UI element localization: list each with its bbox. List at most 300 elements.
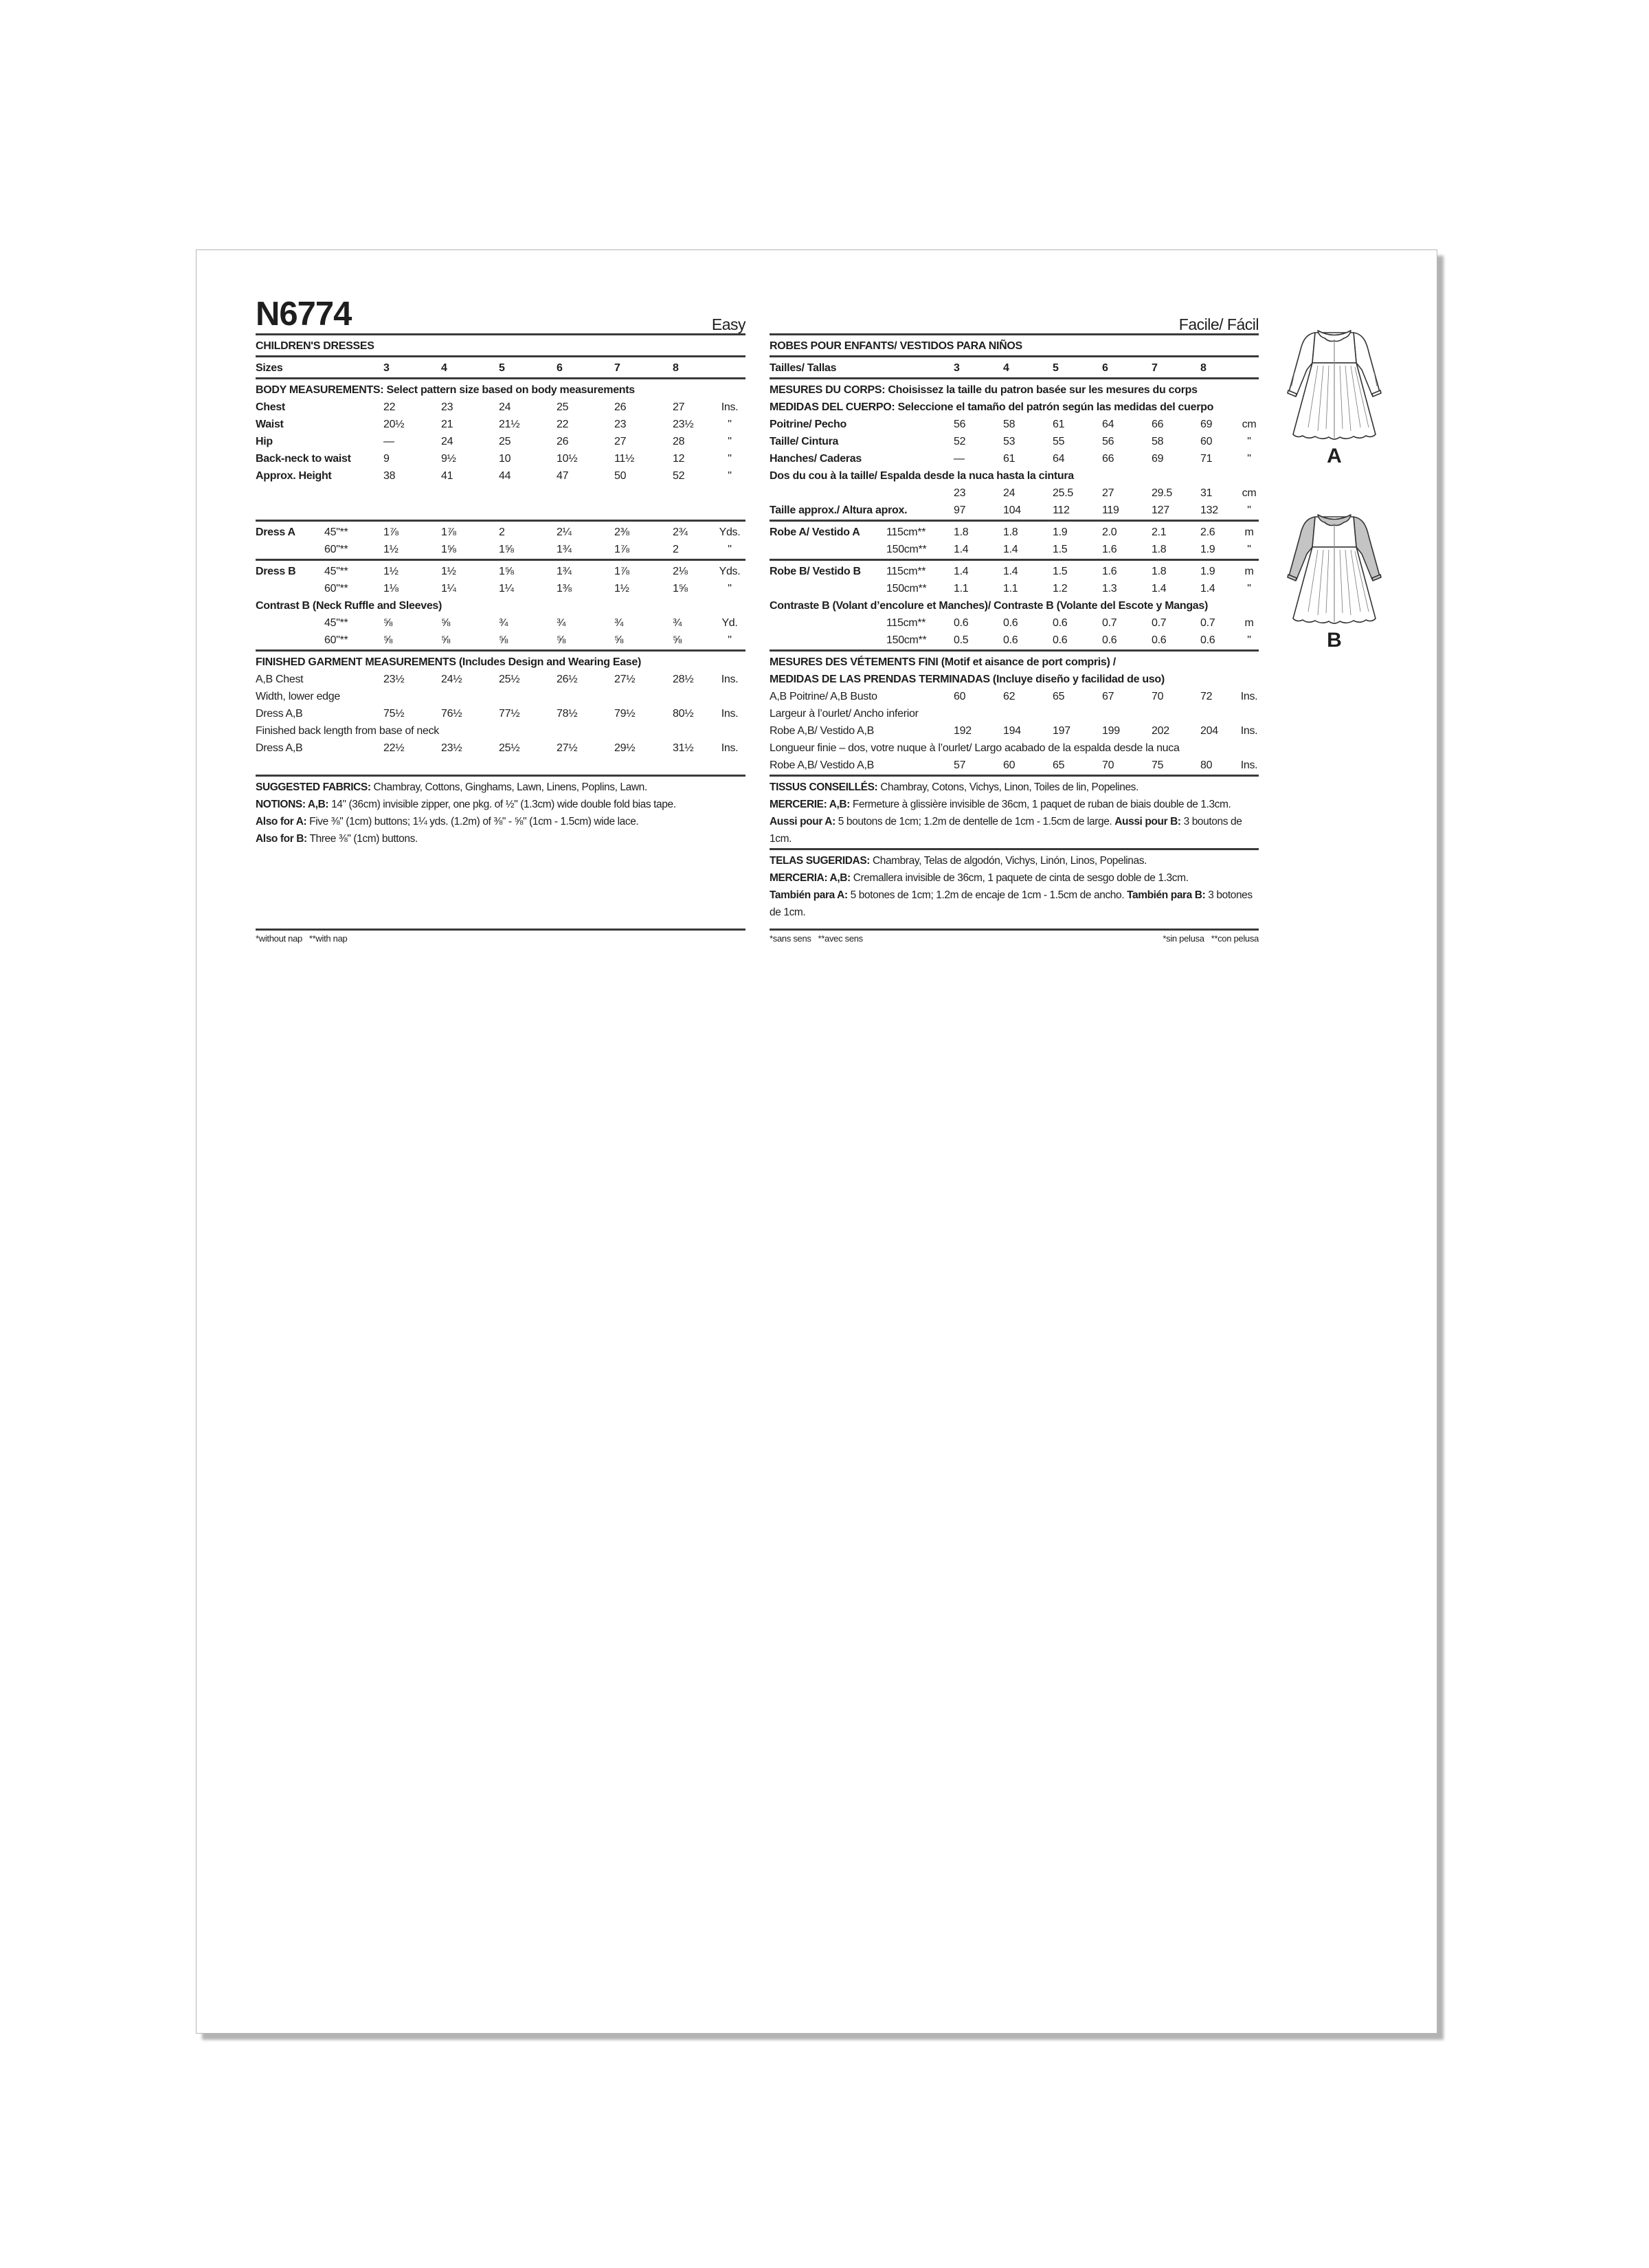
size-value: 72 — [1200, 691, 1213, 702]
fabric-width: 60"** — [324, 544, 348, 555]
measurement-row — [256, 705, 745, 722]
size-value: 2⅛ — [673, 566, 688, 577]
row-label: Dress A,B — [256, 708, 303, 720]
size-value: 1⅞ — [614, 544, 629, 555]
size-value: 1¾ — [557, 566, 572, 577]
unit: " — [728, 470, 732, 482]
size-value: ⅝ — [383, 634, 393, 646]
unit: " — [728, 436, 732, 447]
pattern-number: N6774 — [256, 296, 352, 333]
sizes-header-row — [770, 359, 1259, 377]
sizes-header-row — [256, 359, 745, 377]
size-value: 0.6 — [1003, 617, 1018, 629]
size-value: 0.6 — [1102, 634, 1117, 646]
size-value: 1½ — [383, 544, 399, 555]
size-value: 9 — [383, 453, 390, 465]
size-value: 23½ — [383, 674, 405, 685]
size-value: 23 — [614, 419, 627, 430]
size-value: 1⅜ — [557, 583, 572, 594]
size-value: 1⅞ — [441, 526, 456, 538]
measurement-row — [770, 450, 1259, 467]
divider — [770, 649, 1259, 652]
size-value: 67 — [1102, 691, 1114, 702]
row-label: A,B Chest — [256, 674, 304, 685]
size-value: 69 — [1200, 419, 1213, 430]
note-text: 5 boutons de 1cm; 1.2m de dentelle de 1cm - 1.5cm de large. — [835, 816, 1115, 827]
size-value: 29½ — [614, 742, 636, 754]
yardage-row — [770, 614, 1259, 632]
unit: cm — [1242, 419, 1257, 430]
divider — [256, 333, 745, 335]
size-value: 2.6 — [1200, 526, 1215, 538]
section-heading: MESURES DU CORPS: Choisissez la taille du patron basée sur les mesures du corps — [770, 384, 1198, 396]
size-value: 52 — [954, 436, 966, 447]
size-number: 3 — [954, 362, 960, 374]
yardage-row — [256, 541, 745, 558]
size-value: 2¾ — [673, 526, 688, 538]
row-label: Taille approx./ Altura aprox. — [770, 504, 908, 516]
pattern-title: CHILDREN'S DRESSES — [256, 340, 374, 352]
size-value: 112 — [1053, 504, 1070, 516]
unit: " — [1247, 544, 1251, 555]
size-value: 78½ — [557, 708, 578, 720]
size-value: 75 — [1152, 759, 1164, 771]
divider — [770, 929, 1259, 931]
unit: Ins. — [1240, 759, 1258, 771]
measurement-row — [770, 485, 1259, 502]
yardage-row — [256, 632, 745, 649]
size-value: ¾ — [499, 617, 508, 629]
note-text: Cremallera invisible de 36cm, 1 paquete de cinta de sesgo doble de 1.3cm. — [850, 872, 1189, 884]
measurement-row — [256, 467, 745, 485]
size-value: 24 — [1003, 487, 1016, 499]
section-heading: Dos du cou à la taille/ Espalda desde la nuca hasta la cintura — [770, 470, 1074, 482]
size-value: 1.4 — [1003, 544, 1018, 555]
fabric-width: 45"** — [324, 566, 348, 577]
divider — [256, 377, 745, 379]
size-value: 38 — [383, 470, 396, 482]
size-value: ¾ — [557, 617, 566, 629]
unit: " — [1247, 634, 1251, 646]
row-label: Robe A/ Vestido A — [770, 526, 860, 538]
dress-b-illustration — [1286, 509, 1382, 627]
spacer — [256, 757, 745, 774]
size-value: 202 — [1152, 725, 1169, 737]
size-value: 24 — [499, 401, 511, 413]
note-label: NOTIONS: A,B: — [256, 799, 329, 810]
row-label: Waist — [256, 419, 284, 430]
size-value: 58 — [1003, 419, 1016, 430]
measurement-row — [256, 740, 745, 757]
size-value: 10 — [499, 453, 511, 465]
size-value: 31½ — [673, 742, 694, 754]
fabric-width: 60"** — [324, 583, 348, 594]
size-value: 61 — [1053, 419, 1065, 430]
size-value: 65 — [1053, 759, 1065, 771]
sizes-label: Tailles/ Tallas — [770, 362, 837, 374]
yardage-row — [256, 580, 745, 597]
size-value: 53 — [1003, 436, 1016, 447]
sizes-label: Sizes — [256, 362, 283, 374]
size-value: 9½ — [441, 453, 456, 465]
note-label: TISSUS CONSEILLÉS: — [770, 781, 878, 793]
size-value: 1½ — [383, 566, 399, 577]
size-value: 0.6 — [1053, 617, 1068, 629]
note-text: Chambray, Telas de algodón, Vichys, Linón, Linos, Popelinas. — [870, 855, 1147, 867]
footnote-es: *sin pelusa **con pelusa — [1163, 933, 1259, 944]
size-value: ⅝ — [383, 617, 393, 629]
unit: " — [1247, 436, 1251, 447]
size-value: 29.5 — [1152, 487, 1172, 499]
size-number: 8 — [1200, 362, 1207, 374]
size-value: 70 — [1102, 759, 1114, 771]
size-value: 197 — [1053, 725, 1070, 737]
size-value: 80½ — [673, 708, 694, 720]
size-number: 7 — [1152, 362, 1158, 374]
measurement-row — [770, 433, 1259, 450]
size-value: 26 — [614, 401, 627, 413]
measurement-row — [770, 722, 1259, 740]
size-value: 25 — [499, 436, 511, 447]
unit: Yds. — [719, 566, 741, 577]
view-a-label: A — [1327, 445, 1342, 467]
size-value: 1.9 — [1200, 566, 1215, 577]
size-value: 1.1 — [1003, 583, 1018, 594]
fabric-width: 150cm** — [886, 583, 927, 594]
size-value: 23 — [954, 487, 966, 499]
fabric-width: 150cm** — [886, 544, 927, 555]
size-value: 70 — [1152, 691, 1164, 702]
note-paragraph — [256, 813, 745, 830]
size-value: 1.6 — [1102, 544, 1117, 555]
spacer — [256, 502, 745, 519]
unit: Ins. — [1240, 725, 1258, 737]
section-heading: MEDIDAS DEL CUERPO: Seleccione el tamaño del patrón según las medidas del cuerpo — [770, 401, 1214, 413]
size-value: 23½ — [441, 742, 462, 754]
view-b-label: B — [1327, 629, 1342, 652]
contrast-heading: Contrast B (Neck Ruffle and Sleeves) — [256, 600, 442, 612]
size-value: 27 — [673, 401, 685, 413]
row-label: A,B Poitrine/ A,B Busto — [770, 691, 877, 702]
size-value: 97 — [954, 504, 966, 516]
size-number: 5 — [1053, 362, 1059, 374]
yardage-row — [256, 614, 745, 632]
note-paragraph — [256, 830, 745, 847]
note-label: Aussi pour A: — [770, 816, 835, 827]
note-label: Also for A: — [256, 816, 307, 827]
english-footnote-area — [256, 928, 745, 944]
note-label: MERCERIA: A,B: — [770, 872, 851, 884]
size-value: ⅝ — [499, 634, 508, 646]
size-value: 66 — [1102, 453, 1114, 465]
footnote-nap: *without nap **with nap — [256, 933, 348, 944]
unit: m — [1244, 566, 1254, 577]
unit: " — [728, 419, 732, 430]
note-paragraph — [256, 779, 745, 796]
header — [770, 302, 1259, 333]
size-value: 1⅝ — [441, 544, 456, 555]
divider — [770, 377, 1259, 379]
unit: " — [1247, 504, 1251, 516]
size-value: 26½ — [557, 674, 578, 685]
size-value: 11½ — [614, 453, 635, 465]
measurement-row — [256, 450, 745, 467]
view-a — [1286, 324, 1389, 467]
size-value: 24 — [441, 436, 453, 447]
size-value: 25.5 — [1053, 487, 1073, 499]
dress-a-illustration — [1286, 324, 1382, 443]
row-label: Back-neck to waist — [256, 453, 351, 465]
size-value: 22 — [557, 419, 569, 430]
size-value: 24½ — [441, 674, 462, 685]
size-value: 58 — [1152, 436, 1164, 447]
size-value: 1.5 — [1053, 566, 1068, 577]
note-paragraph — [770, 887, 1259, 921]
size-value: 60 — [1003, 759, 1016, 771]
size-value: 0.7 — [1152, 617, 1167, 629]
size-value: 77½ — [499, 708, 520, 720]
unit: " — [728, 583, 732, 594]
size-value: 28½ — [673, 674, 694, 685]
size-value: ⅝ — [557, 634, 566, 646]
fabric-width: 45"** — [324, 526, 348, 538]
size-value: 71 — [1200, 453, 1213, 465]
section-heading: MEDIDAS DE LAS PRENDAS TERMINADAS (Incluye diseño y facilidad de uso) — [770, 674, 1165, 685]
size-value: 0.7 — [1200, 617, 1215, 629]
size-value: 50 — [614, 470, 627, 482]
yardage-row — [770, 563, 1259, 580]
yardage-row — [770, 524, 1259, 541]
measurement-row — [256, 433, 745, 450]
size-value: 27½ — [557, 742, 578, 754]
measurement-row — [770, 757, 1259, 774]
french-spanish-column — [770, 302, 1259, 921]
size-value: 1¼ — [499, 583, 514, 594]
measurement-row — [256, 399, 745, 416]
row-label: Robe A,B/ Vestido A,B — [770, 759, 875, 771]
unit: " — [728, 544, 732, 555]
row-label: Dress B — [256, 566, 296, 577]
note-label: También para A: — [770, 889, 848, 901]
size-value: 1.4 — [1200, 583, 1215, 594]
note-text: Chambray, Cotons, Vichys, Linon, Toiles de lin, Popelines. — [877, 781, 1138, 793]
unit: " — [1247, 583, 1251, 594]
size-value: 27½ — [614, 674, 636, 685]
fabric-width: 150cm** — [886, 634, 927, 646]
size-value: 1.1 — [954, 583, 969, 594]
row-label: Largeur à l’ourlet/ Ancho inferior — [770, 708, 919, 720]
row-label: Hanches/ Caderas — [770, 453, 862, 465]
row-label: Dress A,B — [256, 742, 303, 754]
size-value: 31 — [1200, 487, 1213, 499]
size-value: 0.6 — [1200, 634, 1215, 646]
section-heading: FINISHED GARMENT MEASUREMENTS (Includes Design and Wearing Ease) — [256, 656, 642, 668]
size-value: 52 — [673, 470, 685, 482]
unit: Ins. — [721, 742, 739, 754]
section-heading: BODY MEASUREMENTS: Select pattern size based on body measurements — [256, 384, 635, 396]
unit: cm — [1242, 487, 1257, 499]
row-label: Robe B/ Vestido B — [770, 566, 861, 577]
note-label: También para B: — [1127, 889, 1206, 901]
note-text: Fermeture à glissière invisible de 36cm, 1 paquet de ruban de biais double de 1.3cm. — [849, 799, 1231, 810]
size-value: 65 — [1053, 691, 1065, 702]
size-value: ⅝ — [441, 617, 451, 629]
header — [256, 296, 745, 333]
size-number: 4 — [441, 362, 447, 374]
size-value: 62 — [1003, 691, 1016, 702]
size-value: 1.8 — [1152, 544, 1167, 555]
fabric-width: 115cm** — [886, 526, 926, 538]
size-value: 0.6 — [1053, 634, 1068, 646]
size-value: 1¾ — [557, 544, 572, 555]
note-label: Aussi pour B: — [1114, 816, 1181, 827]
row-label: Robe A,B/ Vestido A,B — [770, 725, 875, 737]
size-value: 21 — [441, 419, 453, 430]
note-paragraph — [770, 779, 1259, 796]
divider — [770, 559, 1259, 561]
note-text: Chambray, Cottons, Ginghams, Lawn, Linens, Poplins, Lawn. — [370, 781, 647, 793]
size-value: 2 — [673, 544, 679, 555]
size-value: 2¼ — [557, 526, 572, 538]
note-text: 5 botones de 1cm; 1.2m de encaje de 1cm - 1.5cm de ancho. — [847, 889, 1128, 901]
size-value: 1.8 — [1003, 526, 1018, 538]
unit: m — [1244, 526, 1254, 538]
divider — [256, 559, 745, 561]
fabric-width: 115cm** — [886, 617, 926, 629]
size-value: 1⅝ — [673, 583, 688, 594]
size-value: ⅝ — [673, 634, 682, 646]
size-value: 25 — [557, 401, 569, 413]
size-value: 1⅝ — [499, 544, 514, 555]
size-value: 41 — [441, 470, 453, 482]
size-value: 1⅞ — [614, 566, 629, 577]
divider — [256, 775, 745, 777]
size-value: 194 — [1003, 725, 1021, 737]
size-value: 10½ — [557, 453, 578, 465]
size-value: 25½ — [499, 674, 520, 685]
divider — [256, 929, 745, 931]
section-heading: MESURES DES VÉTEMENTS FINI (Motif et aisance de port compris) / — [770, 656, 1116, 668]
size-number: 8 — [673, 362, 679, 374]
yardage-row — [770, 580, 1259, 597]
size-value: 0.6 — [1003, 634, 1018, 646]
size-value: 20½ — [383, 419, 405, 430]
divider — [256, 520, 745, 522]
size-value: 192 — [954, 725, 972, 737]
yardage-row — [256, 563, 745, 580]
size-value: 69 — [1152, 453, 1164, 465]
unit: Yd. — [721, 617, 738, 629]
unit: Ins. — [721, 401, 739, 413]
yardage-row — [256, 524, 745, 541]
unit: Ins. — [721, 674, 739, 685]
size-value: 56 — [954, 419, 966, 430]
note-text: 14" (36cm) invisible zipper, one pkg. of ½" (1.3cm) wide double fold bias tape. — [328, 799, 676, 810]
size-value: 1⅝ — [499, 566, 514, 577]
note-paragraph — [256, 796, 745, 813]
size-number: 3 — [383, 362, 390, 374]
measurement-row — [770, 502, 1259, 519]
size-value: 1.6 — [1102, 566, 1117, 577]
size-value: 76½ — [441, 708, 462, 720]
difficulty-level: Facile/ Fácil — [1178, 315, 1259, 333]
size-value: 1⅞ — [383, 526, 399, 538]
divider — [256, 649, 745, 652]
size-value: 64 — [1102, 419, 1114, 430]
row-label: Poitrine/ Pecho — [770, 419, 846, 430]
size-value: 0.5 — [954, 634, 969, 646]
divider — [770, 775, 1259, 777]
fabric-width: 45"** — [324, 617, 348, 629]
size-value: 47 — [557, 470, 569, 482]
note-paragraph — [770, 796, 1259, 847]
unit: " — [728, 453, 732, 465]
unit: Ins. — [721, 708, 739, 720]
row-label: Longueur finie – dos, votre nuque à l’ourlet/ Largo acabado de la espalda desde la nuca — [770, 742, 1180, 754]
size-value: 79½ — [614, 708, 636, 720]
size-value: ⅝ — [614, 634, 624, 646]
row-label: Dress A — [256, 526, 295, 538]
size-value: 1.9 — [1200, 544, 1215, 555]
measurement-row — [770, 688, 1259, 705]
size-value: 1½ — [441, 566, 456, 577]
note-label: MERCERIE: A,B: — [770, 799, 850, 810]
size-value: 0.6 — [954, 617, 969, 629]
size-value: 1.8 — [1152, 566, 1167, 577]
fabric-width: 115cm** — [886, 566, 926, 577]
size-value: — — [954, 453, 965, 465]
view-b — [1286, 509, 1389, 651]
size-value: 23½ — [673, 419, 694, 430]
measurement-row — [256, 688, 745, 705]
note-paragraph — [770, 852, 1259, 869]
row-label: Taille/ Cintura — [770, 436, 839, 447]
unit: " — [1247, 453, 1251, 465]
note-label: Also for B: — [256, 833, 307, 845]
measurement-row — [770, 705, 1259, 722]
size-value: 1¼ — [441, 583, 456, 594]
spacer — [256, 485, 745, 502]
pattern-title: ROBES POUR ENFANTS/ VESTIDOS PARA NIÑOS — [770, 340, 1022, 352]
size-value: 25½ — [499, 742, 520, 754]
measurement-row — [770, 416, 1259, 433]
size-value: ⅝ — [441, 634, 451, 646]
size-number: 7 — [614, 362, 620, 374]
divider — [770, 355, 1259, 357]
difficulty-level: Easy — [711, 315, 745, 333]
size-value: 27 — [614, 436, 627, 447]
row-label: Width, lower edge — [256, 691, 340, 702]
size-value: 1.4 — [954, 566, 969, 577]
size-value: — — [383, 436, 394, 447]
note-text: Three ⅜" (1cm) buttons. — [306, 833, 418, 845]
size-value: 1.3 — [1102, 583, 1117, 594]
english-column — [256, 296, 745, 847]
size-value: 0.7 — [1102, 617, 1117, 629]
measurement-row — [256, 416, 745, 433]
fabric-width: 60"** — [324, 634, 348, 646]
unit: m — [1244, 617, 1254, 629]
size-value: 2 — [499, 526, 505, 538]
size-value: 1.4 — [1003, 566, 1018, 577]
size-value: 64 — [1053, 453, 1065, 465]
note-paragraph — [770, 869, 1259, 887]
fr-es-footnote-area — [770, 928, 1259, 944]
size-value: 12 — [673, 453, 685, 465]
size-value: 23 — [441, 401, 453, 413]
size-value: 27 — [1102, 487, 1114, 499]
note-text: 3 boutons de 1cm. — [770, 816, 1242, 845]
